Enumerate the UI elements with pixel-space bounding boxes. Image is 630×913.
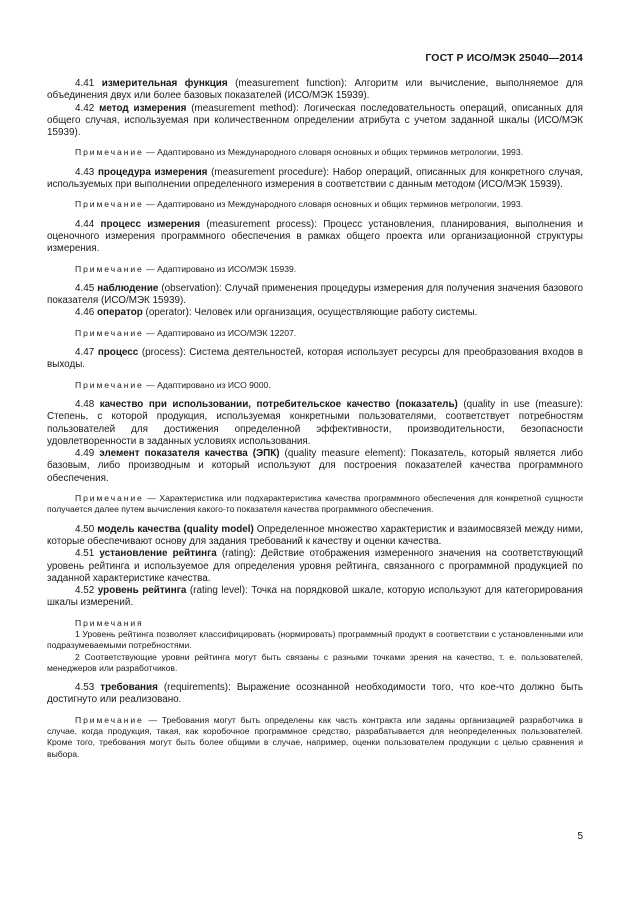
note-text: — Адаптировано из Международного словаря основных и общих терминов метрологии, 1993. — [143, 199, 524, 210]
term-title: наблюдение — [97, 282, 159, 294]
note-label: Примечание — [75, 327, 144, 338]
note-text: — Адаптировано из ИСО 9000. — [143, 379, 271, 390]
notes-heading-4-52 — [47, 618, 583, 629]
note-text: — Адаптировано из ИСО/МЭК 15939. — [143, 263, 297, 274]
term-title: модель качества (quality model) — [97, 523, 254, 535]
note-4-46 — [47, 328, 583, 339]
term-definition: (measurement method): Логическая последовательность операций, описанных для общего случая, используемая при количественном определении атрибута с учетом заданной шкалы (ИСО/МЭК 15939). — [47, 102, 583, 139]
term-definition: (rating): Действие отображения измеренного значения на соответствующий уровень рейтинга и используемое для определения уровня рейтинга, связанного с программной продукцией по заданной характеристике качества. — [47, 548, 583, 584]
note-label: Примечание — [75, 263, 144, 274]
note-4-42 — [47, 147, 583, 158]
note-4-49 — [47, 493, 583, 516]
term-number: 4.47 — [75, 347, 95, 359]
term-entry-4-47 — [47, 347, 583, 372]
term-title: требования — [100, 682, 158, 694]
note-4-47 — [47, 380, 583, 391]
note-label: Примечание — [75, 147, 144, 158]
term-definition: (operator): Человек или организация, осуществляющие работу системы. — [142, 307, 478, 319]
term-number: 4.48 — [75, 398, 95, 410]
term-number: 4.41 — [75, 78, 95, 89]
term-entry-4-46 — [47, 307, 583, 319]
note-text: — Характеристика или подхарактеристика качества программного обеспечения для конкретной сущности получается далее путем вычисления какого-то показателя качества программного обеспечения. — [47, 493, 583, 515]
term-entry-4-49 — [47, 448, 583, 485]
term-number: 4.52 — [75, 585, 95, 597]
term-entry-4-48 — [47, 399, 583, 448]
page-number: 5 — [577, 831, 583, 842]
term-number: 4.53 — [75, 682, 95, 694]
note-4-43 — [47, 199, 583, 210]
note-text: — Адаптировано из ИСО/МЭК 12207. — [143, 327, 297, 338]
note-label: Примечание — [75, 714, 144, 725]
term-definition: (rating level): Точка на порядковой шкале, которую используют для категорирования шкалы измерений. — [47, 585, 583, 609]
term-entry-4-53 — [47, 682, 583, 707]
term-entry-4-42 — [47, 103, 583, 140]
term-number: 4.51 — [75, 548, 95, 560]
note-4-53 — [47, 715, 583, 760]
terms-content — [47, 78, 583, 760]
note-item-1: 1 Уровень рейтинга позволяет классифицировать (нормировать) программный продукт в соответствии с установленными или подразумеваемыми потребностями. — [47, 628, 583, 651]
term-definition: (process): Система деятельностей, которая использует ресурсы для преобразования входов в выходы. — [47, 347, 584, 371]
term-entry-4-50 — [47, 524, 583, 549]
term-entry-4-51 — [47, 548, 583, 585]
term-number: 4.43 — [75, 166, 95, 178]
term-title: процедура измерения — [97, 166, 208, 178]
term-entry-4-43 — [47, 167, 583, 192]
note-4-44 — [47, 264, 583, 275]
term-definition: Определенное множество характеристик и взаимосвязей между ними, которые обеспечивают основу для задания требований к качеству и оценки качества. — [47, 523, 583, 547]
term-number: 4.44 — [75, 218, 95, 230]
term-definition: (quality measure element): Показатель, который является либо базовым, либо производным и который используют для построения показателей качества программного обеспечения. — [47, 448, 583, 484]
note-label: Примечание — [75, 379, 144, 390]
term-title: установление рейтинга — [99, 548, 217, 560]
note-item-2: 2 Соответствующие уровни рейтинга могут быть связаны с разными точками зрения на качество, т. е. пользователей, менеджеров или разработчиков. — [47, 651, 583, 673]
term-entry-4-45 — [47, 283, 583, 308]
term-definition: (measurement procedure): Набор операций, описанных для конкретного случая, используемых при выполнении определенного измерения в соответствии с данным методом (ИСО/МЭК 15939). — [47, 166, 583, 191]
term-title: измерительная функция — [101, 78, 228, 89]
term-title: метод измерения — [99, 102, 187, 114]
term-definition: (measurement function): Алгоритм или вычисление, выполняемое для объединения двух или более базовых показателей (ИСО/МЭК 15939). — [47, 78, 583, 102]
term-title: качество при использовании, потребительское качество (показатель) — [99, 398, 458, 410]
term-definition: (measurement process): Процесс установления, планирования, выполнения и оценочного измерения программного обеспечения в рамках общего проекта или организационной структуры измерения. — [47, 218, 583, 255]
term-number: 4.45 — [75, 282, 95, 294]
note-label: Примечание — [75, 493, 144, 504]
term-number: 4.50 — [75, 523, 95, 535]
term-entry-4-52 — [47, 585, 583, 610]
standard-header: ГОСТ Р ИСО/МЭК 25040—2014 — [425, 52, 583, 64]
term-number: 4.46 — [75, 307, 95, 319]
term-title: оператор — [96, 307, 143, 319]
term-title: уровень рейтинга — [97, 585, 187, 597]
term-number: 4.49 — [75, 448, 95, 460]
term-entry-4-41 — [47, 78, 583, 103]
note-text: — Адаптировано из Международного словаря основных и общих терминов метрологии, 1993. — [143, 147, 524, 158]
note-label: Примечания — [75, 617, 144, 628]
term-definition: (observation): Случай применения процедуры измерения для получения значения базового показателя (ИСО/МЭК 15939). — [47, 282, 583, 307]
term-number: 4.42 — [75, 102, 95, 114]
note-label: Примечание — [75, 199, 144, 210]
term-title: элемент показателя качества (ЭПК) — [99, 448, 280, 460]
term-definition: (requirements): Выражение осознанной необходимости того, что кое-что должно быть достигнуто или реализовано. — [47, 682, 583, 706]
term-definition: (quality in use (measure): Степень, с которой продукция, используемая конкретными пользователями, соответствует потребностям пользователей для достижения определенной эффективности, производительности, безопасности удовлетворенности в заданных условиях использования. — [47, 398, 584, 447]
term-entry-4-44 — [47, 219, 583, 256]
note-text: — Требования могут быть определены как часть контракта или заданы организацией разработчика в случае, когда продукция, такая, как коробочное программное средство, разрабатывается для неопределенных пользователей. Кроме того, требования могут быть более общими в случае, например, оценки пользователем продукции с целью сравнения и выбора. — [47, 714, 583, 759]
term-title: процесс — [97, 347, 139, 359]
term-title: процесс измерения — [100, 218, 201, 230]
